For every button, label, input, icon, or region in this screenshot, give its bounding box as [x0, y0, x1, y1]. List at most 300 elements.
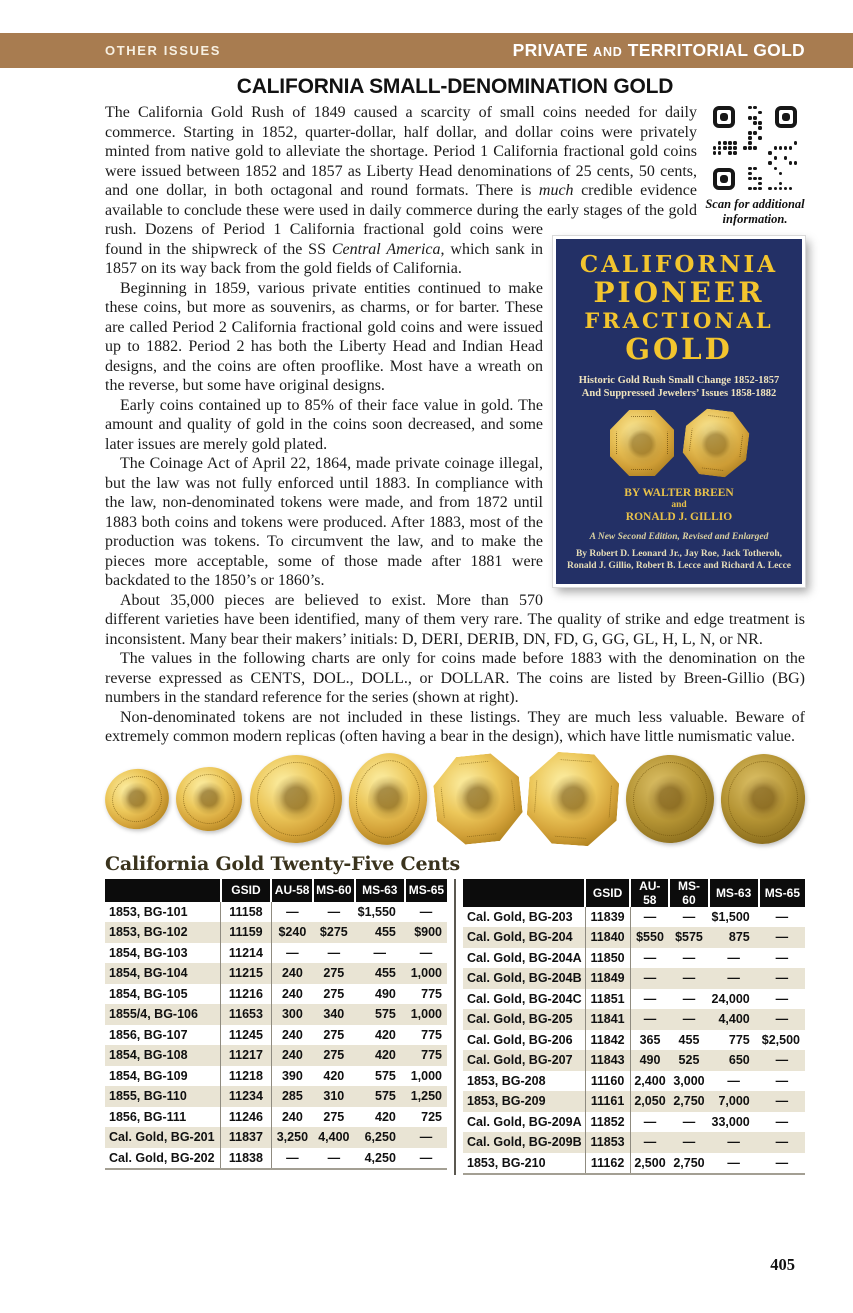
qr-module	[748, 141, 752, 145]
value-cell: 2,750	[669, 1091, 708, 1112]
cover-coin-reverse	[680, 406, 752, 479]
qr-module	[753, 121, 757, 125]
qr-module	[718, 141, 722, 145]
value-cell: —	[759, 1091, 805, 1112]
issue-cell: 1853, BG-102	[105, 922, 221, 943]
coin-image-oval	[716, 749, 810, 849]
value-cell: 775	[728, 1032, 750, 1047]
value-cell: 7,000	[709, 1091, 759, 1112]
qr-code	[712, 105, 798, 191]
column-header-ms-63: MS-63	[355, 879, 405, 902]
qr-module	[748, 131, 752, 135]
value-cell: 775	[421, 986, 442, 1001]
value-cell: $900	[405, 922, 447, 943]
value-cell: $550	[630, 927, 669, 948]
table-row	[105, 922, 447, 943]
value-cell: 1,000	[405, 963, 447, 984]
value-cell: $1,550	[357, 904, 396, 919]
qr-module	[758, 177, 762, 181]
value-cell: 11841	[585, 1009, 630, 1030]
paragraph-varieties	[105, 591, 805, 650]
qr-module	[723, 146, 727, 150]
table-row	[463, 989, 805, 1010]
cover-author-breen: BY WALTER BREEN	[624, 487, 734, 499]
qr-block	[705, 105, 805, 226]
value-cell: 11245	[221, 1025, 272, 1046]
body-text: The Coinage Act of April 22, 1864, made private coinage illegal, but the law was not fully enforced until 1883. In compliance with the law, non-denominated tokens were made, and from 1872 until 1883 both coins and tokens were produced. After 1883, most of the production was tokens. To circumvent the law, and to make the pieces more acceptable, some of those made after 1881 were backdated to the 1850’s or 1860’s.	[105, 455, 543, 589]
value-cell: $275	[313, 922, 355, 943]
value-cell: —	[630, 968, 669, 989]
qr-module	[774, 187, 778, 191]
value-cell: —	[727, 1073, 740, 1088]
qr-module	[728, 141, 732, 145]
column-header-ms-63: MS-63	[709, 879, 759, 907]
content-column	[105, 103, 805, 1175]
issue-cell: 1854, BG-105	[105, 984, 221, 1005]
column-header-gsid: GSID	[585, 879, 630, 907]
value-cell: 1,000	[410, 1068, 442, 1083]
value-cell: 11853	[585, 1132, 630, 1153]
value-cell: 490	[630, 1050, 669, 1071]
value-cell: 365	[639, 1032, 661, 1047]
issue-cell: 1855, BG-110	[105, 1086, 221, 1107]
value-tables	[105, 879, 805, 1176]
cover-title-line3: FRACTIONAL	[584, 308, 774, 333]
coin-photo-strip	[105, 753, 805, 845]
value-cell: 4,400	[709, 1009, 759, 1030]
issue-cell: 1855/4, BG-106	[105, 1004, 221, 1025]
cover-subtitle	[562, 374, 796, 400]
value-cell: 575	[355, 1086, 405, 1107]
value-cell: —	[682, 950, 696, 965]
value-cell: —	[643, 991, 657, 1006]
table-row	[105, 1086, 447, 1107]
column-header-ms-65: MS-65	[759, 879, 805, 907]
value-cell: —	[759, 927, 805, 948]
qr-module	[718, 151, 722, 155]
value-cell: —	[373, 945, 387, 960]
qr-module	[733, 146, 737, 150]
value-cell: 11215	[221, 963, 272, 984]
value-cell: —	[727, 1155, 740, 1170]
value-cell: —	[709, 968, 759, 989]
issue-cell: Cal. Gold, BG-204	[463, 927, 585, 948]
book-cover	[553, 236, 805, 587]
qr-module	[748, 136, 752, 140]
value-cell: 4,400	[313, 1127, 355, 1148]
table-row	[463, 1071, 805, 1092]
value-cell: 11851	[585, 989, 630, 1010]
qr-module	[728, 146, 732, 150]
qr-module	[774, 146, 778, 150]
value-cell: 240	[281, 986, 303, 1001]
qr-module	[718, 146, 722, 150]
value-cell: 11159	[221, 922, 272, 943]
table-row	[105, 1127, 447, 1148]
value-cell: —	[286, 1150, 299, 1165]
value-cell: 6,250	[355, 1127, 405, 1148]
value-cell: 340	[313, 1004, 355, 1025]
body-text: About 35,000 pieces are believed to exist. More than 570 different varieties have been identified, many of them very rare. The quality of strike and edge treatment is inconsistent. Many bear their makers’ initials: D, DERI, DERIB, DN, FD, G, GG, GL, H, L, N, or NR.	[105, 591, 805, 648]
value-cell: —	[682, 1114, 696, 1129]
value-cell: —	[643, 1114, 657, 1129]
body-text: , which sank in 1857 on its way back from the gold fields of California.	[105, 240, 544, 277]
value-cell: 11840	[585, 927, 630, 948]
value-cell: 275	[313, 1045, 355, 1066]
qr-module	[748, 177, 752, 181]
qr-module	[779, 146, 783, 150]
value-cell: 310	[313, 1086, 355, 1107]
value-cell: $1,500	[711, 909, 750, 924]
qr-module	[748, 167, 752, 171]
cover-coin-obverse	[610, 410, 674, 476]
value-cell: 11246	[221, 1107, 272, 1128]
column-header-issue	[463, 879, 585, 907]
issue-cell: Cal. Gold, BG-209B	[463, 1132, 585, 1153]
value-cell: 3,000	[673, 1073, 705, 1088]
qr-module	[748, 106, 752, 110]
value-cell: 275	[323, 1109, 345, 1124]
value-cell: 420	[323, 1068, 345, 1083]
value-cell: —	[643, 950, 657, 965]
cover-subtitle-line1: Historic Gold Rush Small Change 1852-1857	[578, 375, 780, 386]
value-cell: 11653	[221, 1004, 272, 1025]
value-cell: 285	[271, 1086, 313, 1107]
issue-cell: 1856, BG-107	[105, 1025, 221, 1046]
cover-coin-obverse-detail	[616, 416, 668, 470]
value-cell: $575	[669, 927, 708, 948]
qr-module	[784, 187, 788, 191]
qr-module	[733, 151, 737, 155]
qr-module	[768, 187, 772, 191]
value-cell: —	[419, 1150, 433, 1165]
qr-module	[748, 116, 752, 120]
qr-module	[753, 146, 757, 150]
coin-image-oval	[343, 748, 433, 850]
qr-module	[758, 136, 762, 140]
value-cell: 455	[678, 1032, 700, 1047]
value-cell: 11839	[585, 907, 630, 928]
cover-contributors	[562, 549, 796, 572]
value-cell: 11849	[585, 968, 630, 989]
value-cell: —	[759, 968, 805, 989]
value-cell: —	[327, 904, 341, 919]
issue-cell: 1853, BG-101	[105, 902, 221, 923]
qr-module	[789, 161, 793, 165]
table-row	[463, 948, 805, 969]
qr-module	[758, 187, 762, 191]
qr-finder-topleft	[713, 106, 735, 128]
value-cell: 420	[375, 1027, 396, 1042]
table-row	[463, 1091, 805, 1112]
table-row	[463, 1132, 805, 1153]
running-head-and: AND	[593, 45, 623, 59]
issue-cell: Cal. Gold, BG-204A	[463, 948, 585, 969]
body-text: The values in the following charts are only for coins made before 1883 with the denomination on the reverse expressed as CENTS, DOL., DOLL., or DOLLAR. The coins are listed by Breen-Gillio (BG) numbers in the standard reference for the series (shown at right).	[105, 650, 805, 706]
qr-module	[768, 151, 772, 155]
qr-module	[758, 182, 762, 186]
cover-coins	[562, 408, 796, 478]
value-cell: 240	[281, 1109, 303, 1124]
qr-module	[779, 187, 783, 191]
value-cell: 11218	[221, 1066, 272, 1087]
issue-cell: 1854, BG-108	[105, 1045, 221, 1066]
column-header-issue	[105, 879, 221, 902]
running-head-band	[0, 33, 853, 68]
qr-module	[794, 161, 798, 165]
table-row	[463, 1009, 805, 1030]
value-cell: 11160	[585, 1071, 630, 1092]
table-divider	[454, 879, 456, 1176]
table-row	[105, 1045, 447, 1066]
value-cell: 11234	[221, 1086, 272, 1107]
body-text: The California Gold Rush of 1849 caused a scarcity of small coins needed for daily commerce. Starting in 1852, quarter-dollar, half dollar, and dollar coins were privately minted from native gold to alleviate the shortage. Period 1 California fractional gold coins were issued between 1852 and 1857 as Liberty Head denominations of 25 cents, 50 cents, and one dollar, in both octagonal and round formats. There is	[105, 104, 697, 199]
qr-module	[779, 172, 783, 176]
value-cell: 240	[271, 1045, 313, 1066]
value-table-left	[105, 879, 447, 1171]
value-cell: —	[327, 1150, 341, 1165]
qr-module	[768, 161, 772, 165]
coin-motif	[645, 773, 693, 825]
table-header-row	[105, 879, 447, 902]
coin-image-round	[623, 752, 715, 844]
qr-module	[748, 187, 752, 191]
qr-module	[794, 141, 798, 145]
column-header-gsid: GSID	[221, 879, 272, 902]
column-header-au-58: AU-58	[271, 879, 313, 902]
qr-module	[774, 156, 778, 160]
value-cell: 11838	[221, 1148, 272, 1170]
value-cell: 33,000	[711, 1114, 750, 1129]
issue-cell: Cal. Gold, BG-209A	[463, 1112, 585, 1133]
paragraph-tokens-warning	[105, 708, 805, 747]
table-row	[463, 907, 805, 928]
qr-module	[753, 167, 757, 171]
table-row	[105, 902, 447, 923]
cover-title-line4: GOLD	[625, 332, 733, 366]
article-text	[105, 103, 805, 747]
qr-module	[779, 182, 783, 186]
value-cell: —	[775, 950, 789, 965]
value-cell: —	[669, 1009, 708, 1030]
qr-module	[784, 146, 788, 150]
value-cell: —	[630, 1009, 669, 1030]
running-head-left: OTHER ISSUES	[105, 43, 221, 58]
table-row	[463, 1112, 805, 1133]
value-cell: 3,250	[271, 1127, 313, 1148]
table-row	[463, 927, 805, 948]
value-cell: 575	[375, 1068, 396, 1083]
column-header-ms-60: MS-60	[669, 879, 708, 907]
cover-and: and	[671, 500, 687, 510]
issue-cell: Cal. Gold, BG-207	[463, 1050, 585, 1071]
issue-cell: 1853, BG-209	[463, 1091, 585, 1112]
value-cell: —	[775, 1114, 789, 1129]
page-title: CALIFORNIA SMALL-DENOMINATION GOLD	[236, 75, 674, 98]
value-cell: 275	[313, 963, 355, 984]
issue-cell: 1854, BG-104	[105, 963, 221, 984]
value-cell: 875	[709, 927, 759, 948]
table-row	[105, 943, 447, 964]
coin-image-oct	[525, 749, 621, 847]
value-cell: 650	[709, 1050, 759, 1071]
qr-module	[753, 177, 757, 181]
qr-module	[758, 111, 762, 115]
issue-cell: 1854, BG-109	[105, 1066, 221, 1087]
qr-module	[784, 156, 788, 160]
value-cell: —	[775, 909, 789, 924]
value-cell: —	[643, 909, 657, 924]
running-head-territorial: TERRITORIAL GOLD	[627, 40, 805, 60]
value-cell: —	[775, 1155, 789, 1170]
value-cell: —	[727, 950, 740, 965]
cover-contributors-line1: By Robert D. Leonard Jr., Jay Roe, Jack Totheroh,	[575, 549, 783, 559]
book-cover-block	[553, 236, 805, 587]
cover-subtitle-line2: And Suppressed Jewelers’ Issues 1858-1882	[581, 388, 777, 399]
issue-cell: 1853, BG-210	[463, 1153, 585, 1175]
value-cell: 275	[323, 1027, 345, 1042]
table-row	[463, 1050, 805, 1071]
issue-cell: 1854, BG-103	[105, 943, 221, 964]
value-cell: $240	[271, 922, 313, 943]
qr-module	[748, 172, 752, 176]
table-row	[105, 963, 447, 984]
qr-module	[753, 116, 757, 120]
value-cell: —	[775, 1073, 789, 1088]
paragraph-values-note	[105, 649, 805, 708]
cover-title-line2: PIONEER	[593, 276, 765, 309]
value-cell: 2,750	[673, 1155, 705, 1170]
cover-title-line1: CALIFORNIA	[579, 251, 779, 278]
value-cell: 11216	[221, 984, 272, 1005]
value-cell: —	[630, 1132, 669, 1153]
column-header-ms-60: MS-60	[313, 879, 355, 902]
running-head-right	[513, 40, 805, 61]
value-cell: 575	[355, 1004, 405, 1025]
cover-coin-reverse-detail	[687, 413, 745, 473]
qr-module	[753, 187, 757, 191]
value-cell: —	[682, 991, 696, 1006]
qr-module	[728, 151, 732, 155]
value-cell: 240	[281, 1027, 303, 1042]
qr-module	[748, 146, 752, 150]
table-row	[105, 1148, 447, 1170]
value-cell: 525	[669, 1050, 708, 1071]
value-cell: —	[327, 945, 341, 960]
value-cell: 4,250	[364, 1150, 396, 1165]
running-head-private: PRIVATE	[512, 40, 588, 60]
table-row	[105, 1066, 447, 1087]
value-cell: 455	[355, 922, 405, 943]
qr-module	[723, 141, 727, 145]
issue-cell: Cal. Gold, BG-205	[463, 1009, 585, 1030]
value-cell: —	[759, 1050, 805, 1071]
value-cell: 11842	[585, 1030, 630, 1051]
value-cell: 390	[281, 1068, 303, 1083]
value-cell: 11214	[221, 943, 272, 964]
value-cell: 420	[355, 1045, 405, 1066]
coin-image-round	[99, 763, 174, 835]
value-cell: 24,000	[711, 991, 750, 1006]
value-cell: —	[419, 904, 433, 919]
qr-module	[789, 187, 793, 191]
value-cell: 11852	[585, 1112, 630, 1133]
value-cell: 11843	[585, 1050, 630, 1071]
value-cell: —	[286, 904, 299, 919]
value-cell: —	[405, 1127, 447, 1148]
qr-module	[743, 146, 747, 150]
issue-cell: Cal. Gold, BG-202	[105, 1148, 221, 1170]
value-cell: 775	[421, 1027, 442, 1042]
italic-text: much	[538, 182, 574, 199]
issue-cell: Cal. Gold, BG-204B	[463, 968, 585, 989]
body-text: Non-denominated tokens are not included in these listings. They are much less valuable. Beware of extremely common modern replicas (often having a bear in the design), which have little numismatic value.	[105, 708, 805, 745]
cover-edition-note: A New Second Edition, Revised and Enlarged	[589, 532, 769, 542]
table-row	[463, 1153, 805, 1175]
coin-image-oct	[430, 750, 525, 847]
column-header-ms-65: MS-65	[405, 879, 447, 902]
value-cell: 2,500	[634, 1155, 666, 1170]
value-cell: —	[775, 991, 789, 1006]
cover-author-gillio: RONALD J. GILLIO	[625, 511, 733, 523]
section-heading: California Gold Twenty-Five Cents	[105, 852, 461, 875]
column-header-au-58: AU-58	[630, 879, 669, 907]
value-cell: 275	[323, 986, 345, 1001]
value-cell: 11161	[585, 1091, 630, 1112]
value-cell: 775	[405, 1045, 447, 1066]
qr-module	[753, 106, 757, 110]
table-row	[105, 1004, 447, 1025]
body-text: credible evidence available to conclude these were used in daily commerce during the early stages of the gold rush. Dozens of Period 1 California fractional gold coins were found in the shipwreck of the SS	[105, 182, 697, 258]
table-row	[463, 1030, 805, 1051]
value-table-right	[463, 879, 805, 1176]
issue-cell: Cal. Gold, BG-206	[463, 1030, 585, 1051]
qr-module	[758, 121, 762, 125]
value-cell: 725	[421, 1109, 442, 1124]
issue-cell: Cal. Gold, BG-203	[463, 907, 585, 928]
value-cell: 11162	[585, 1153, 630, 1175]
italic-text: Central America	[331, 240, 441, 258]
value-cell: 11217	[221, 1045, 272, 1066]
value-cell: 490	[375, 986, 396, 1001]
table-row	[105, 1107, 447, 1128]
qr-module	[733, 141, 737, 145]
qr-module	[753, 131, 757, 135]
qr-module	[774, 167, 778, 171]
qr-finder-bottomleft	[713, 168, 735, 190]
issue-cell: 1853, BG-208	[463, 1071, 585, 1092]
qr-module	[789, 146, 793, 150]
table-header-row	[463, 879, 805, 907]
value-cell: 240	[271, 963, 313, 984]
cover-contributors-line2: Ronald J. Gillio, Robert B. Lecce and Richard A. Lecce	[566, 560, 792, 571]
value-cell: 1,250	[405, 1086, 447, 1107]
value-cell: —	[682, 909, 696, 924]
table-row	[105, 984, 447, 1005]
value-cell: 300	[271, 1004, 313, 1025]
value-cell: —	[759, 1132, 805, 1153]
value-cell: 1,000	[405, 1004, 447, 1025]
value-cell: —	[709, 1132, 759, 1153]
value-cell: $2,500	[761, 1032, 800, 1047]
qr-module	[713, 151, 717, 155]
value-cell: 11837	[221, 1127, 272, 1148]
coin-image-round	[173, 763, 245, 834]
body-text: Beginning in 1859, various private entities continued to make these coins, but more as souvenirs, as charms, or for barter. These are called Period 2 California fractional gold coins and were issued up to 1882. Period 2 has both the Liberty Head and Indian Head designs, and the coins are often prooflike. Most have a wreath on the reverse, but some have original designs.	[105, 279, 543, 394]
issue-cell: Cal. Gold, BG-201	[105, 1127, 221, 1148]
qr-finder-topright	[775, 106, 797, 128]
qr-caption: Scan for additional information.	[705, 197, 805, 226]
